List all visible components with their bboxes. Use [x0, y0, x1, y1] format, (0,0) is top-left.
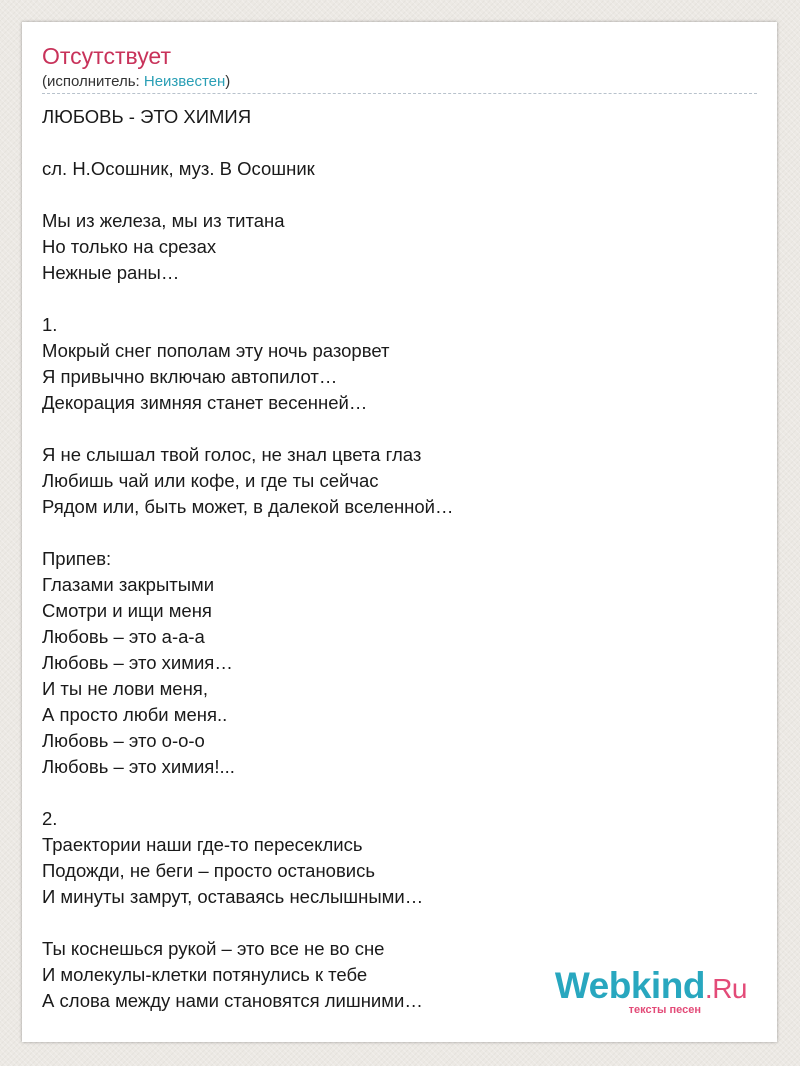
- lyric-line: сл. Н.Осошник, муз. В Осошник: [42, 158, 315, 179]
- lyric-line: Любишь чай или кофе, и где ты сейчас: [42, 470, 379, 491]
- lyric-line: Рядом или, быть может, в далекой вселенной…: [42, 496, 454, 517]
- lyrics-sheet: [22, 22, 777, 1042]
- logo-tagline: тексты песен: [628, 1004, 701, 1016]
- lyric-blank-line: [42, 130, 757, 156]
- lyric-line: Припев:: [42, 548, 112, 569]
- logo-wordmark: [555, 967, 747, 1008]
- lyric-line: Любовь – это химия…: [42, 652, 233, 673]
- lyric-line: А просто люби меня..: [42, 704, 228, 725]
- lyric-line: Мы из железа, мы из титана: [42, 210, 285, 231]
- performer-line: [42, 72, 230, 92]
- lyric-line: Траектории наши где-то пересеклись: [42, 834, 363, 855]
- lyric-blank-line: [42, 780, 757, 806]
- lyric-line: Я привычно включаю автопилот…: [42, 366, 338, 387]
- logo-tld: .Ru: [704, 973, 747, 1004]
- lyric-line: Декорация зимняя станет весенней…: [42, 392, 368, 413]
- lyric-line: Подожди, не беги – просто остановись: [42, 860, 375, 881]
- lyric-line: Смотри и ищи меня: [42, 600, 212, 621]
- header-divider: [42, 93, 757, 94]
- lyric-line: Глазами закрытыми: [42, 574, 215, 595]
- logo-brand: Webkind: [554, 965, 705, 1006]
- lyric-line: ЛЮБОВЬ - ЭТО ХИМИЯ: [42, 106, 252, 127]
- lyric-line: Любовь – это а-а-а: [42, 626, 205, 647]
- lyric-blank-line: [42, 416, 757, 442]
- lyric-line: 1.: [42, 314, 58, 335]
- lyric-line: Ты коснешься рукой – это все не во сне: [42, 938, 385, 959]
- lyric-blank-line: [42, 520, 757, 546]
- lyric-line: И минуты замрут, оставаясь неслышными…: [42, 886, 424, 907]
- lyric-blank-line: [42, 182, 757, 208]
- lyric-line: 2.: [42, 808, 58, 829]
- lyric-line: Я не слышал твой голос, не знал цвета глаз: [42, 444, 422, 465]
- lyric-line: Любовь – это о-о-о: [42, 730, 205, 751]
- lyric-line: Любовь – это химия!...: [42, 756, 235, 777]
- lyric-line: А слова между нами становятся лишними…: [42, 990, 423, 1011]
- webkind-logo[interactable]: [555, 967, 747, 1016]
- lyrics-text: [42, 104, 757, 1014]
- lyric-line: Нежные раны…: [42, 262, 180, 283]
- lyric-line: Но только на срезах: [42, 236, 217, 257]
- lyric-blank-line: [42, 286, 757, 312]
- performer-link[interactable]: Неизвестен: [143, 73, 226, 90]
- lyric-blank-line: [42, 910, 757, 936]
- song-title: Отсутствует: [42, 43, 171, 69]
- lyric-line: И ты не лови меня,: [42, 678, 208, 699]
- lyric-line: И молекулы-клетки потянулись к тебе: [42, 964, 368, 985]
- performer-prefix: (исполнитель:: [42, 73, 144, 90]
- lyric-line: Мокрый снег пополам эту ночь разорвет: [42, 340, 390, 361]
- performer-suffix: ): [225, 73, 231, 90]
